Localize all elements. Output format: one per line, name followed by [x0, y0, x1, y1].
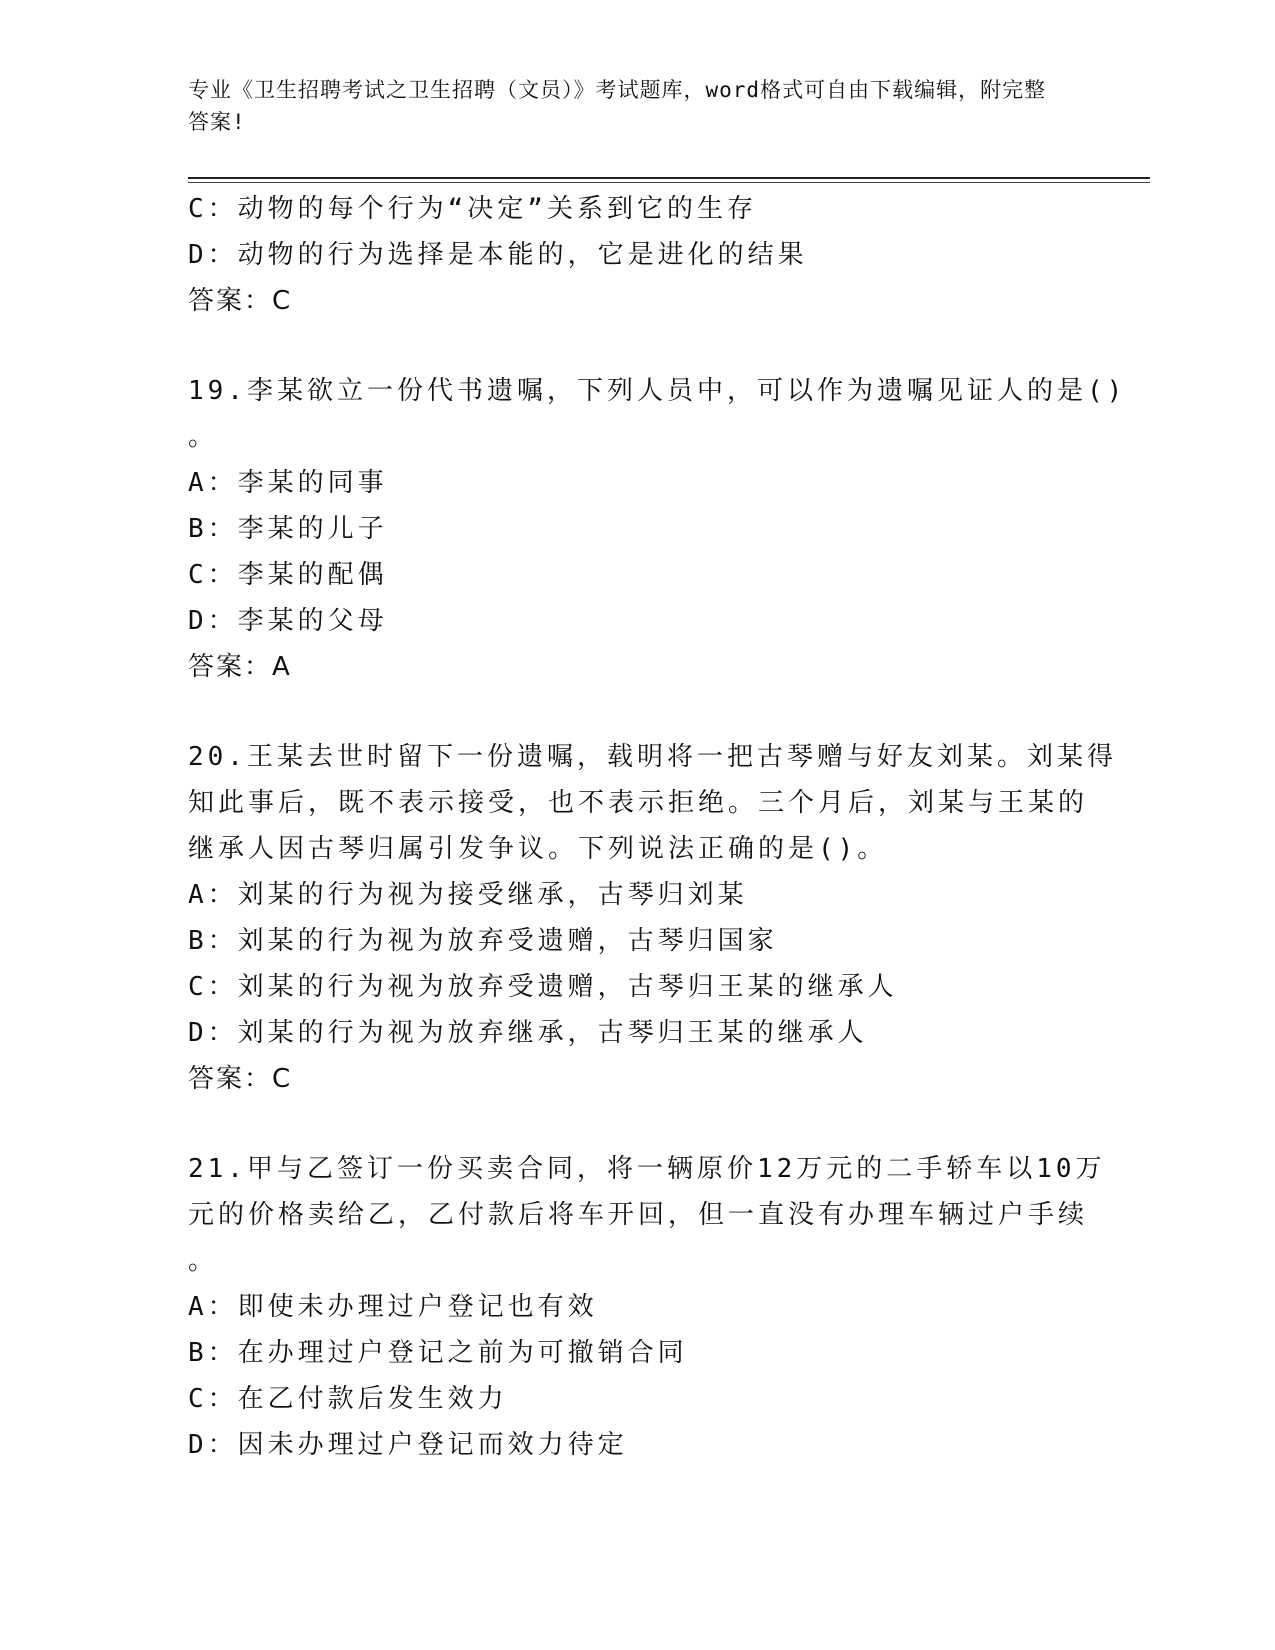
- option-c: C：动物的每个行为“决定”关系到它的生存: [188, 194, 757, 224]
- question-stem: 元的价格卖给乙，乙付款后将车开回，但一直没有办理车辆过户手续: [188, 1200, 1089, 1230]
- header-divider: [188, 177, 1150, 179]
- question-stem: 。: [188, 1246, 219, 1276]
- option-b: B：刘某的行为视为放弃受遗赠，古琴归国家: [188, 926, 778, 956]
- question-stem: 知此事后，既不表示接受，也不表示拒绝。三个月后，刘某与王某的: [188, 788, 1089, 818]
- option-d: D：李某的父母: [188, 606, 388, 636]
- spacer: [188, 1102, 1068, 1146]
- spacer: [188, 690, 1068, 734]
- option-a: A：即使未办理过户登记也有效: [188, 1292, 598, 1322]
- question-stem: 21.甲与乙签订一份买卖合同，将一辆原价12万元的二手轿车以10万: [188, 1154, 1106, 1184]
- spacer: [188, 324, 1068, 368]
- question-stem: 继承人因古琴归属引发争议。下列说法正确的是()。: [188, 834, 888, 864]
- answer-line: 答案：A: [188, 652, 292, 682]
- answer-line: 答案：C: [188, 286, 293, 316]
- header-divider-thin: [188, 182, 1150, 183]
- question-21: [188, 1146, 1106, 1468]
- option-d: D：动物的行为选择是本能的，它是进化的结果: [188, 240, 808, 270]
- option-c: C：李某的配偶: [188, 560, 388, 590]
- question-stem: 20.王某去世时留下一份遗嘱，载明将一把古琴赠与好友刘某。刘某得: [188, 742, 1117, 772]
- question-19: [188, 368, 1127, 690]
- document-body: [188, 186, 1127, 1468]
- question-stem: 19.李某欲立一份代书遗嘱，下列人员中，可以作为遗嘱见证人的是(): [188, 376, 1127, 406]
- option-a: A：刘某的行为视为接受继承，古琴归刘某: [188, 880, 748, 910]
- option-d: D：因未办理过户登记而效力待定: [188, 1430, 628, 1460]
- page-header: 专业《卫生招聘考试之卫生招聘（文员）》考试题库，word格式可自由下载编辑，附完整答案!: [188, 78, 1047, 134]
- option-c: C：刘某的行为视为放弃受遗赠，古琴归王某的继承人: [188, 972, 898, 1002]
- option-a: A：李某的同事: [188, 468, 388, 498]
- option-b: B：李某的儿子: [188, 514, 388, 544]
- option-c: C：在乙付款后发生效力: [188, 1384, 508, 1414]
- option-d: D：刘某的行为视为放弃继承，古琴归王某的继承人: [188, 1018, 868, 1048]
- answer-line: 答案：C: [188, 1064, 293, 1094]
- question-stem: 。: [188, 422, 219, 452]
- question-20: [188, 734, 1117, 1102]
- option-b: B：在办理过户登记之前为可撤销合同: [188, 1338, 688, 1368]
